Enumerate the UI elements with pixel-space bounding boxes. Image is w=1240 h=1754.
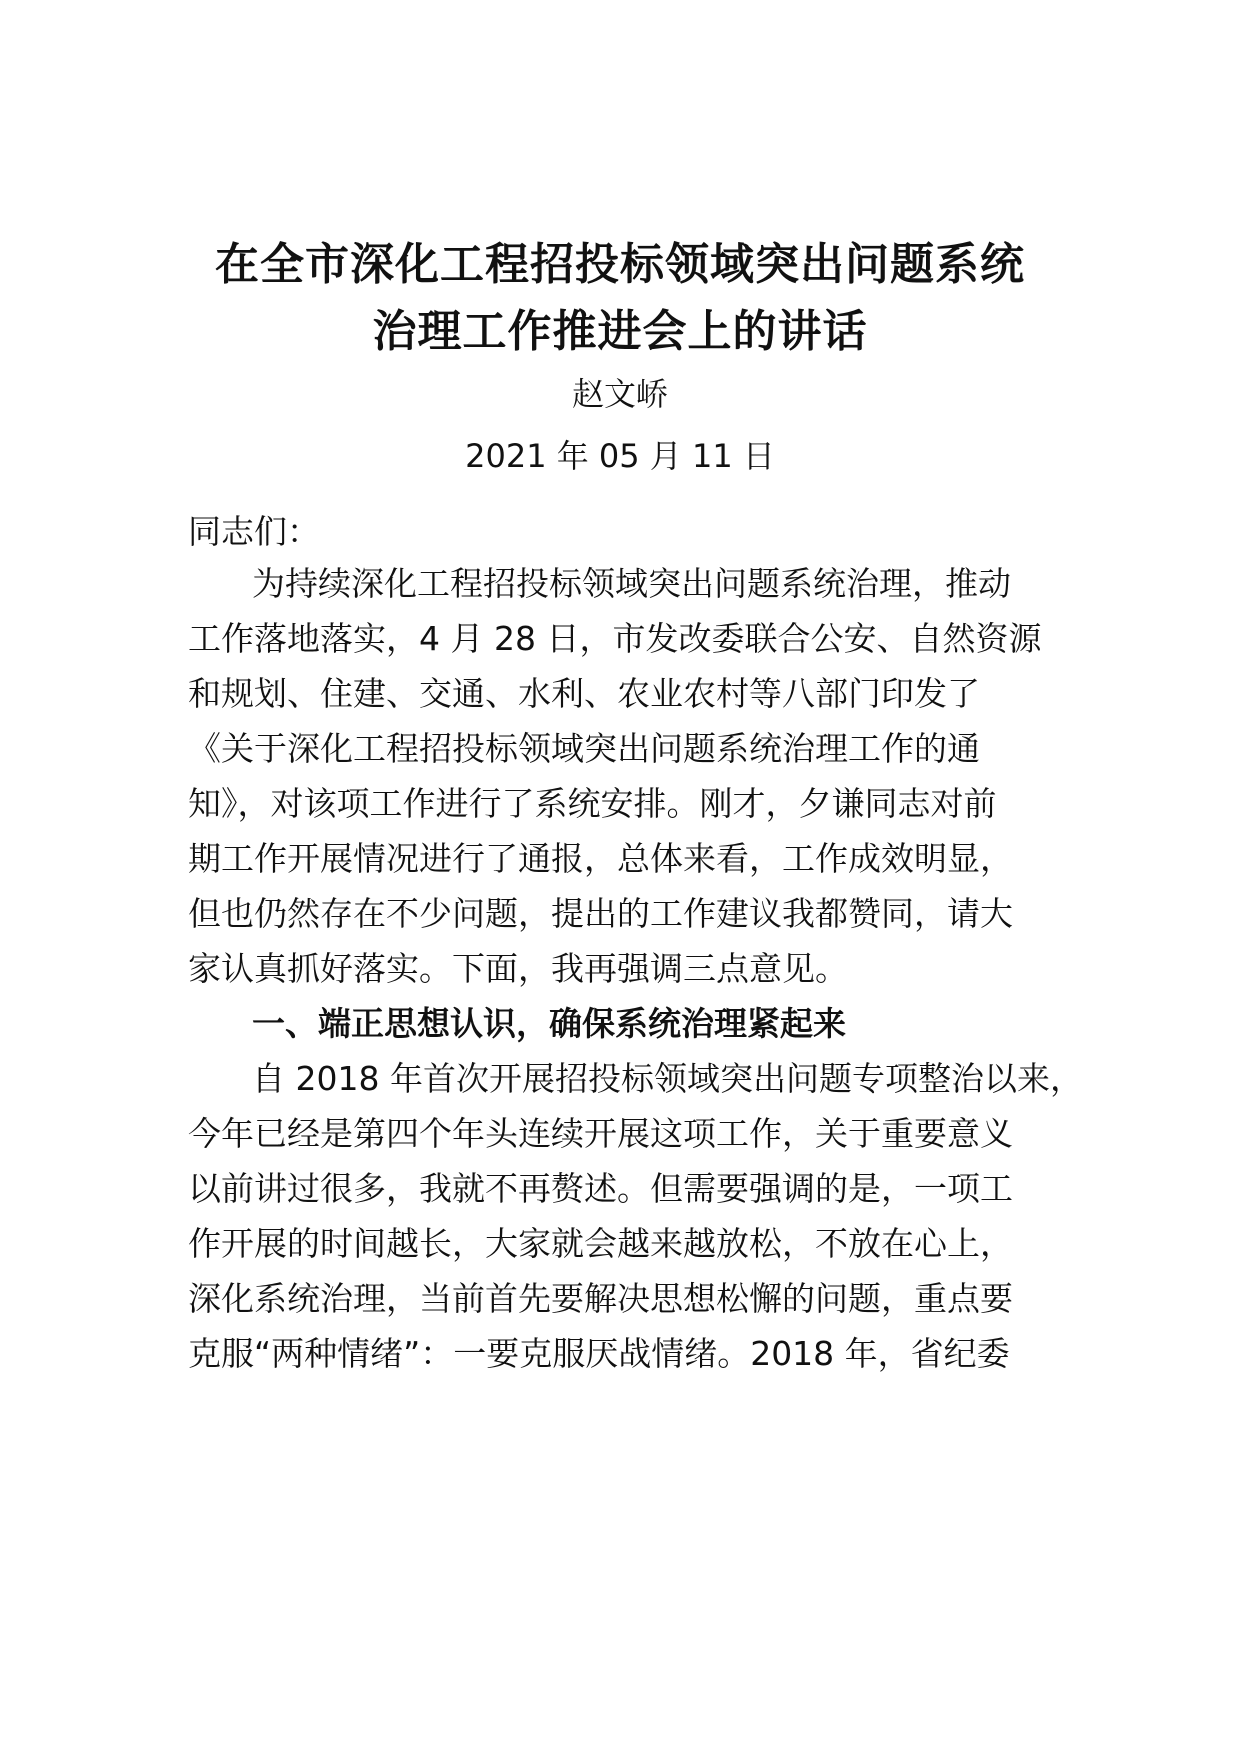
paragraph-line: 克服“两种情绪”：一要克服厌战情绪。2018 年，省纪委 (188, 1334, 1010, 1373)
paragraph-line: 为持续深化工程招投标领域突出问题系统治理，推动 (252, 564, 1011, 603)
paragraph-line: 知》，对该项工作进行了系统安排。刚才，夕谦同志对前 (188, 784, 997, 823)
paragraph-line: 以前讲过很多，我就不再赘述。但需要强调的是，一项工 (188, 1169, 1013, 1208)
paragraph-line: 深化系统治理，当前首先要解决思想松懈的问题，重点要 (188, 1279, 1013, 1318)
paragraph-line: 但也仍然存在不少问题，提出的工作建议我都赞同，请大 (188, 894, 1013, 933)
paragraph-line: 家认真抓好落实。下面，我再强调三点意见。 (188, 949, 848, 988)
paragraph-line: 和规划、住建、交通、水利、农业农村等八部门印发了 (188, 674, 980, 713)
paragraph-line: 自 2018 年首次开展招投标领域突出问题专项整治以来， (252, 1059, 1083, 1098)
speech-date: 2021 年 05 月 11 日 (465, 437, 775, 475)
section-heading: 一、端正思想认识，确保系统治理紧起来 (252, 1004, 846, 1043)
author-name: 赵文峤 (571, 375, 668, 413)
paragraph-line: 期工作开展情况进行了通报，总体来看，工作成效明显， (188, 839, 1013, 878)
paragraph-line: 今年已经是第四个年头连续开展这项工作，关于重要意义 (188, 1114, 1013, 1153)
paragraph-line: 工作落地落实，4 月 28 日，市发改委联合公安、自然资源 (188, 619, 1042, 658)
salutation: 同志们： (188, 512, 320, 551)
document-title-line-2: 治理工作推进会上的讲话 (372, 306, 868, 357)
document-title-line-1: 在全市深化工程招投标领域突出问题系统 (215, 239, 1025, 290)
paragraph-line: 作开展的时间越长，大家就会越来越放松，不放在心上， (188, 1224, 1013, 1263)
paragraph-line: 《关于深化工程招投标领域突出问题系统治理工作的通 (188, 729, 980, 768)
